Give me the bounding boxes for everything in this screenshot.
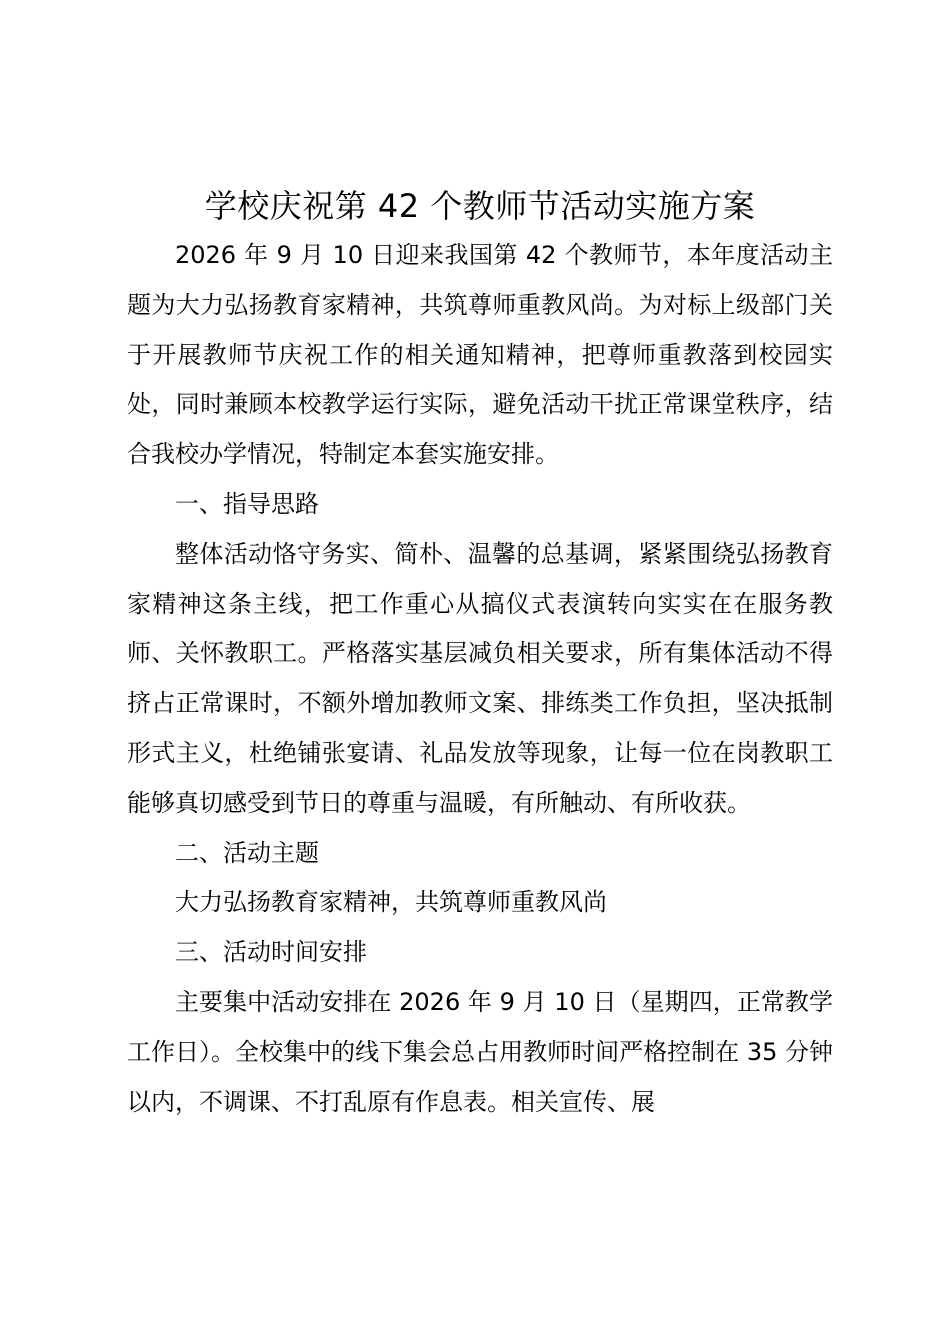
section-heading-guiding-principles: 一、指导思路 xyxy=(175,489,319,518)
section-heading-activity-theme: 二、活动主题 xyxy=(175,838,319,867)
intro-paragraph: 2026 年 9 月 10 日迎来我国第 42 个教师节，本年度活动主题为大力弘扬教育家精神，共筑尊师重教风尚。为对标上级部门关于开展教师节庆祝工作的相关通知精神，把尊师重教落到校园实处，同时兼顾本校教学运行实际，避免活动干扰正常课堂秩序，结合我校办学情况，特制定本套实施安排。 xyxy=(127,241,833,469)
section-heading-schedule: 三、活动时间安排 xyxy=(175,938,367,967)
document-title: 学校庆祝第 42 个教师节活动实施方案 xyxy=(204,187,756,225)
section-paragraph-guiding-principles: 整体活动恪守务实、简朴、温馨的总基调，紧紧围绕弘扬教育家精神这条主线，把工作重心从搞仪式表演转向实实在在服务教师、关怀教职工。严格落实基层减负相关要求，所有集体活动不得挤占正常课时，不额外增加教师文案、排练类工作负担，坚决抵制形式主义，杜绝铺张宴请、礼品发放等现象，让每一位在岗教职工能够真切感受到节日的尊重与温暖，有所触动、有所收获。 xyxy=(127,539,833,817)
section-paragraph-activity-theme: 大力弘扬教育家精神，共筑尊师重教风尚 xyxy=(175,888,607,917)
document-body xyxy=(127,231,833,1127)
section-paragraph-schedule: 主要集中活动安排在 2026 年 9 月 10 日（星期四，正常教学工作日）。全校集中的线下集会总占用教师时间严格控制在 35 分钟以内，不调课、不打乱原有作息表。相关宣传、展 xyxy=(127,987,833,1116)
